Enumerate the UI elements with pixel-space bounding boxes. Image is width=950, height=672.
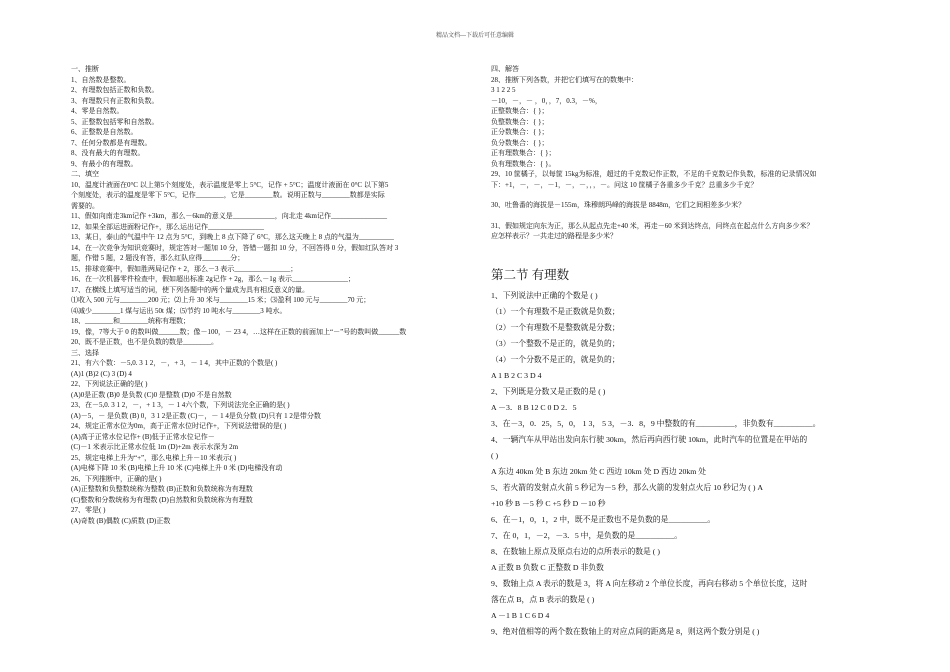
text-line [491,211,886,221]
exercise-line: 7、在 0，1，－2，－3．5 中，是负数的是__________。 [491,531,683,540]
exercise-line: 6、在－1，0，1，2 中，既不是正数也不是负数的是__________。 [491,515,716,524]
text-line: ⑴收入 500 元与________200 元；⑵上升 30 米与________15 米；⑶盈利 100 元与________70 元； [71,296,371,304]
exercise-line: 2、下列既是分数又是正数的是 ( ) [491,387,606,396]
text-line: 21、有六个数：－5,0. 3 1 2，－，+ 3，－ 1 4，其中正数的个数是( ) [71,359,278,367]
text-line: (A)正整数和负整数统称为整数 (B)正数和负数统称为有理数 [71,485,253,493]
text-line: 14、在一次竞争为知识竞赛时，规定答对一题加 10 分，答错一题扣 10 分，不回答得 0 分，假如红队答对 3 [71,243,399,252]
exercise-line: 落在点 B，点 B 表示的数是 ( ) [491,595,595,604]
right-column [491,64,886,640]
text-line: 8、没有最大的有理数。 [71,149,145,157]
text-line: (C)－1 米表示比正常水位低 1m (D)+2m 表示水深为 2m [71,443,239,451]
exercise-line: 3、在－3，0．25，5，0， 1 3， 5 3，－3．8，9 中整数的有__________，非负数有__________。 [491,419,821,428]
text-line: 7、任何分数都是有理数。 [71,138,152,147]
exercise-line: 5、若火箭的发射点火前 5 秒记为－5 秒，那么火箭的发射点火后 10 秒记为 ( ) A [491,483,764,492]
exercise-line: 9、绝对值相等的两个数在数轴上的对应点间的距离是 8，则这两个数分别是 ( ) [491,627,760,636]
text-line: 10、温度计液面在0°C 以上第5个刻度处，表示温度是零上 5°C，记作 + 5°C；温度计液面在 0°C 以下第5 [71,180,389,189]
exercise-line: 1、下列说法中正确的个数是 ( ) [491,291,598,300]
text-line [491,190,886,200]
text-line: 4、零是自然数。 [71,107,124,115]
text-line: (C)整数和分数统称为有理数 (D)自然数和负数统称为有理数 [71,495,253,504]
text-line: 个刻度处，表示的温度是零下 5°C，记作________，它是________数。说明正数与________数都是实际 [71,191,385,199]
text-line: 13、某日，泰山的气温中午 12 点为 5°C，到晚上 8 点下降了 6°C，那么这天晚上 8 点的气温为__________ [71,233,394,241]
text-line: 负分数集合：{ }； [491,138,549,147]
text-line: 28、推断下列各数，并把它们填写在的数集中： [491,75,638,84]
text-line: 30、吐鲁番的海拔是－155m，珠穆朗玛峰的海拔是 8848m，它们之间相差多少米？ [491,201,746,209]
exercise-line: （1）一个有理数不是正数就是负数； [491,307,620,316]
text-line: 三、选择 [71,348,99,357]
text-line: 27、零是( ) [71,506,106,514]
text-line: 正分数集合：{ }； [491,128,549,136]
exercise-line: A 正数 B 负数 C 正整数 D 非负数 [491,563,604,572]
text-line: ⑷减少________1 煤与运出 50t 煤；⑸节约 10 吨水与________3 吨水。 [71,306,287,315]
exercise-line: 4、一辆汽车从甲站出发向东行驶 30km，然后再向西行驶 10km，此时汽车的位置是在甲站的 [491,435,808,444]
text-line: (A)1 (B)2 (C) 3 (D) 4 [71,369,132,378]
text-line: 23、在－5,0. 3 1 2，－，+ 1 3，－ 1 4六个数，下列说法完全正确的是( ) [71,401,290,409]
exercise-line: 9、数轴上点 A 表示的数是 3，将 A 向左移动 2 个单位长度，再向右移动 5 个单位长度，这时 [491,579,808,588]
text-line: 正整数集合：{ }； [491,107,549,115]
text-line: (A)0是正数 (B)0 是负数 (C)0 是整数 (D)0 不是自然数 [71,390,232,399]
text-line: 需要的。 [71,201,99,210]
exercise-line: （4）一个分数不是正的，就是负的； [491,355,620,364]
text-line: (A)电梯下降 10 米 (B)电梯上升 10 米 (C)电梯上升 0 米 (D)电梯没有动 [71,464,283,472]
text-line: 20、既不是正数，也不是负数的数是________。 [71,338,218,346]
text-line: 31、假如规定向东为正，那么从起点先走+40 米，再走－60 米到达终点，问终点在起点什么方向多少米？ [491,221,814,230]
text-line: 12、如果全部运进面粉记作+，那么运出记作________________ [71,222,264,231]
text-line: 9、有最小的有理数。 [71,159,138,168]
section-title: 第二节 有理数 [491,267,570,282]
text-line: 负有理数集合：{ }。 [491,159,556,168]
text-line: 二、填空 [71,170,99,178]
text-line: 29、10 筐橘子，以每筐 15kg为标准，超过的千克数记作正数，不足的千克数记作负数，标准的记录情况如 [491,170,817,178]
exercise-line: （3）一个整数不是正的，就是负的； [491,339,620,348]
exercise-line: （2）一个有理数不是整数就是分数； [491,323,620,332]
left-column [71,64,461,526]
exercise-line: ( ) [491,451,499,460]
text-line: 应怎样表示？一共走过的路程是多少米？ [491,232,617,240]
exercise-line: A －1 B 1 C 6 D 4 [491,611,550,620]
text-line: 6、正整数是自然数。 [71,128,138,136]
text-line: 24、规定正常水位为0m，高于正常水位时记作+，下列说法错误的是( ) [71,422,287,430]
exercise-line: A －3．8 B 12 C 0 D 2．5 [491,403,577,412]
text-line: (A)高于正常水位记作+ (B)低于正常水位记作－ [71,432,215,441]
text-line: 5、正整数包括零和自然数。 [71,117,159,126]
text-line: 18、________和________统称有理数； [71,317,190,325]
text-line: 1、自然数是整数。 [71,75,131,84]
text-line: (A)奇数 (B)偶数 (C)质数 (D)正数 [71,516,171,525]
text-line: 四、解答 [491,65,519,73]
page-header: 精品文档---下载后可任意编辑 [436,33,514,39]
text-line: 11、假如向南走3km记作 +3km，那么－6km的意义是____________，向北走 4km记作________________ [71,212,387,220]
text-line: 25、规定电梯上升为“+”，那么电梯上升－10 米表示( ) [71,453,237,462]
text-line: 2、有理数包括正数和负数。 [71,86,159,94]
exercise-line: 8、在数轴上原点及原点右边的点所表示的数是 ( ) [491,547,660,556]
text-line: 19、像，7等大于 0 的数叫做______数；像－100，－ 23 4，…这样在正数的前面加上“－”号的数叫做______数 [71,327,407,336]
text-line: 下：+1，－，－，－1，－，－，，，－。问这 10 筐橘子各重多少千克？总重多少千克？ [491,180,758,189]
text-line: 22、下列说法正确的是( ) [71,380,148,388]
text-line: －10，－，－ ，0，，7，0.3，－%， [491,96,602,105]
text-line: 一、推断 [71,65,99,73]
text-line: 负整数集合：{ }； [491,117,549,126]
text-line: 3 1 2 2 5 [491,86,516,94]
rational-number-exercises [491,288,886,640]
text-line: 16、在一次机器零件检查中，假如超出标准 2g记作 + 2g，那么－1g 表示________________； [71,275,355,283]
text-line: 3、有理数只有正数和负数。 [71,96,159,105]
text-line: (A)－5，－ 是负数 (B) 0，3 1 2是正数 (C)－，－ 1 4是负分数 (D)只有 1 2是带分数 [71,411,321,420]
text-line: 正有理数集合：{ }； [491,149,556,157]
exercise-line: +10 秒 B －5 秒 C +5 秒 D －10 秒 [491,499,606,508]
text-line: 15、排球竞赛中，假如胜两局记作 + 2，那么－3 表示________________； [71,264,298,273]
text-line: 26、下列推断中，正确的是( ) [71,474,162,483]
text-line: 17、在横线上填写适当的词，使下列各题中的两个量成为具有相反意义的量。 [71,285,309,294]
answer-section [491,64,886,242]
text-line: 题，作错 5 题，2 题没有答，那么红队应得________分； [71,254,245,262]
exercise-line: A 1 B 2 C 3 D 4 [491,371,542,380]
exercise-line: A 东边 40km 处 B 东边 20km 处 C 西边 10km 处 D 西边 20km 处 [491,467,707,476]
